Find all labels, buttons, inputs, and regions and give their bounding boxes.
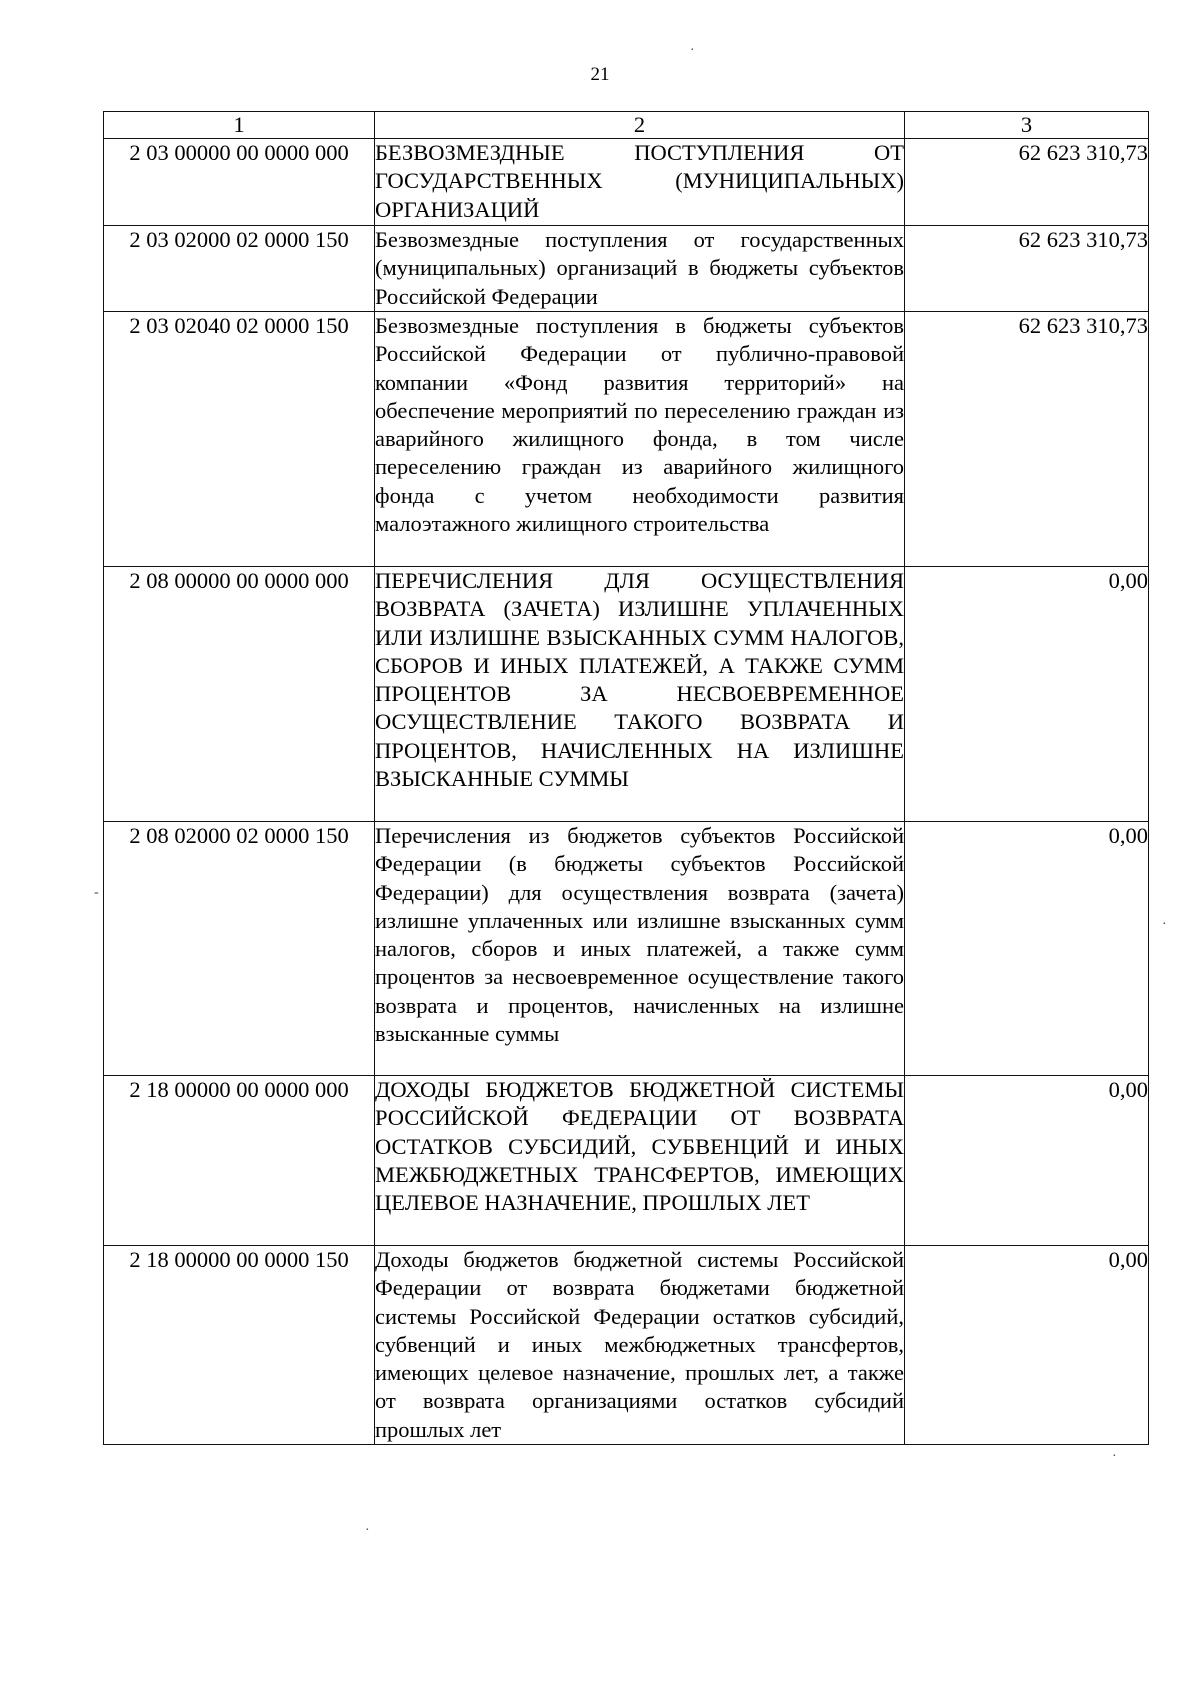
amount: 0,00 bbox=[905, 567, 1149, 822]
page-number: 21 bbox=[590, 64, 610, 85]
budget-code: 2 08 02000 02 0000 150 bbox=[104, 822, 375, 1076]
table-row bbox=[104, 1076, 1149, 1246]
revenue-name: Перечисления из бюджетов субъектов Российской Федерации (в бюджеты субъектов Российской Федерации) для осуществления возврата (зачета) излишне уплаченных или излишне взысканных сумм налогов, сборов и иных платежей, а также сумм процентов за несвоевременное осуществление такого возврата и процентов, начисленных на излишне взысканные суммы bbox=[375, 822, 905, 1076]
revenue-name: Доходы бюджетов бюджетной системы Российской Федерации от возврата бюджетами бюджетной системы Российской Федерации остатков субсидий, субвенций и иных межбюджетных трансфертов, имеющих целевое назначение, прошлых лет, а также от возврата организациями остатков субсидий прошлых лет bbox=[375, 1246, 905, 1445]
scan-speck: · bbox=[1112, 1449, 1117, 1464]
revenue-name: ПЕРЕЧИСЛЕНИЯ ДЛЯ ОСУЩЕСТВЛЕНИЯ ВОЗВРАТА (ЗАЧЕТА) ИЗЛИШНЕ УПЛАЧЕННЫХ ИЛИ ИЗЛИШНЕ ВЗЫСКАННЫХ СУММ НАЛОГОВ, СБОРОВ И ИНЫХ ПЛАТЕЖЕЙ, А ТАКЖЕ СУММ ПРОЦЕНТОВ ЗА НЕСВОЕВРЕМЕННОЕ ОСУЩЕСТВЛЕНИЕ ТАКОГО ВОЗВРАТА И ПРОЦЕНТОВ, НАЧИСЛЕННЫХ НА ИЗЛИШНЕ ВЗЫСКАННЫЕ СУММЫ bbox=[375, 567, 905, 822]
amount: 0,00 bbox=[905, 822, 1149, 1076]
scan-speck: - bbox=[94, 885, 99, 900]
revenue-name: Безвозмездные поступления в бюджеты субъектов Российской Федерации от публично-правовой компании «Фонд развития территорий» на обеспечение мероприятий по переселению граждан из аварийного жилищного фонда, в том числе переселению граждан из аварийного жилищного фонда с учетом необходимости развития малоэтажного жилищного строительства bbox=[375, 312, 905, 567]
scan-speck: · bbox=[690, 43, 695, 58]
table-row bbox=[104, 1246, 1149, 1445]
budget-code: 2 18 00000 00 0000 150 bbox=[104, 1246, 375, 1445]
budget-code: 2 03 02000 02 0000 150 bbox=[104, 226, 375, 312]
table-header-row bbox=[104, 112, 1149, 139]
table-row bbox=[104, 226, 1149, 312]
column-header-name: 2 bbox=[375, 112, 905, 139]
amount: 62 623 310,73 bbox=[905, 226, 1149, 312]
table-row bbox=[104, 312, 1149, 567]
scan-speck: · bbox=[365, 1523, 370, 1538]
budget-revenue-table bbox=[103, 111, 1149, 1445]
budget-code: 2 18 00000 00 0000 000 bbox=[104, 1076, 375, 1246]
amount: 62 623 310,73 bbox=[905, 312, 1149, 567]
budget-code: 2 03 02040 02 0000 150 bbox=[104, 312, 375, 567]
column-header-code: 1 bbox=[104, 112, 375, 139]
amount: 62 623 310,73 bbox=[905, 139, 1149, 226]
table-row bbox=[104, 139, 1149, 226]
amount: 0,00 bbox=[905, 1076, 1149, 1246]
revenue-name: ДОХОДЫ БЮДЖЕТОВ БЮДЖЕТНОЙ СИСТЕМЫ РОССИЙСКОЙ ФЕДЕРАЦИИ ОТ ВОЗВРАТА ОСТАТКОВ СУБСИДИЙ, СУБВЕНЦИЙ И ИНЫХ МЕЖБЮДЖЕТНЫХ ТРАНСФЕРТОВ, ИМЕЮЩИХ ЦЕЛЕВОЕ НАЗНАЧЕНИЕ, ПРОШЛЫХ ЛЕТ bbox=[375, 1076, 905, 1246]
column-header-amount: 3 bbox=[905, 112, 1149, 139]
table-row bbox=[104, 567, 1149, 822]
revenue-name: БЕЗВОЗМЕЗДНЫЕ ПОСТУПЛЕНИЯ ОТ ГОСУДАРСТВЕННЫХ (МУНИЦИПАЛЬНЫХ) ОРГАНИЗАЦИЙ bbox=[375, 139, 905, 226]
budget-code: 2 08 00000 00 0000 000 bbox=[104, 567, 375, 822]
amount: 0,00 bbox=[905, 1246, 1149, 1445]
budget-code: 2 03 00000 00 0000 000 bbox=[104, 139, 375, 226]
table-row bbox=[104, 822, 1149, 1076]
revenue-name: Безвозмездные поступления от государственных (муниципальных) организаций в бюджеты субъектов Российской Федерации bbox=[375, 226, 905, 312]
scan-speck: · bbox=[1162, 917, 1167, 932]
